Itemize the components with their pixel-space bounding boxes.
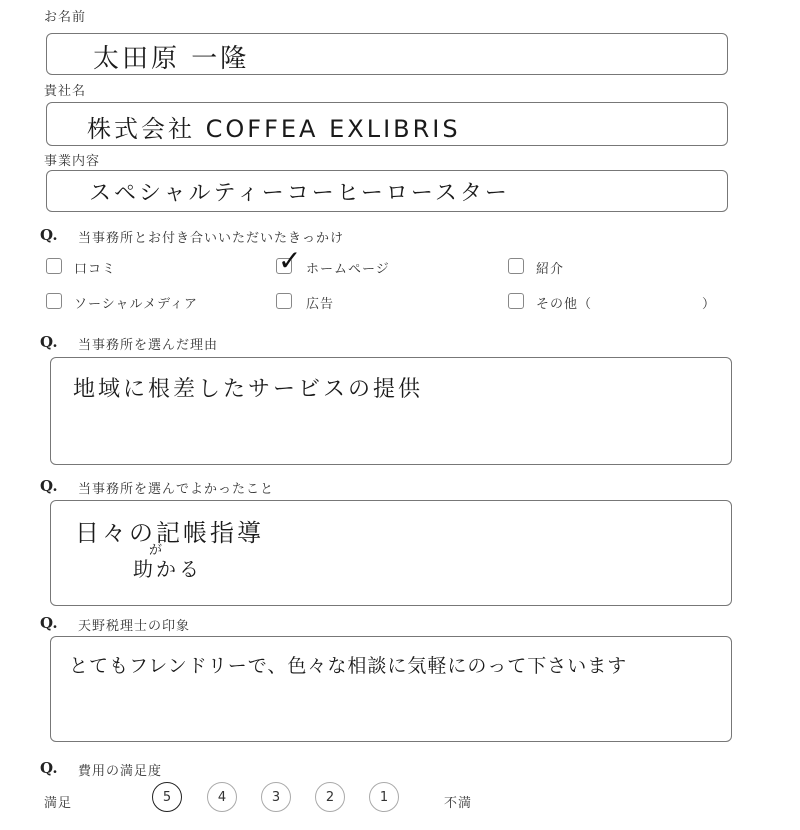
q1-checkbox-kuchikomi[interactable] — [46, 258, 62, 274]
q1-option-ad: 広告 — [306, 297, 335, 312]
company-field[interactable] — [46, 102, 728, 146]
q1-question: 当事務所とお付き合いいただいたきっかけ — [78, 231, 345, 246]
q1-option-homepage: ホームページ — [306, 262, 390, 277]
q1-option-shokai: 紹介 — [536, 262, 565, 277]
business-value: スペシャルティーコーヒーロースター — [89, 181, 510, 206]
rating-2-label: 2 — [325, 789, 335, 805]
q1-checkbox-other[interactable] — [508, 293, 524, 309]
q1-checkbox-shokai[interactable] — [508, 258, 524, 274]
q4-mark: Q. — [40, 614, 58, 632]
q5-left-label: 満足 — [44, 796, 73, 811]
q3-answer-line2: 助かる — [133, 557, 202, 581]
q5-question: 費用の満足度 — [78, 764, 163, 779]
checkmark-icon: ✓ — [278, 244, 302, 277]
q4-answer: とてもフレンドリーで、色々な相談に気軽にのって下さいます — [69, 655, 628, 677]
rating-5-label: 5 — [162, 789, 172, 805]
name-field[interactable] — [46, 33, 728, 75]
company-label: 貴社名 — [44, 84, 87, 99]
q2-mark: Q. — [40, 333, 58, 351]
q4-question: 天野税理士の印象 — [78, 619, 191, 634]
q5-mark: Q. — [40, 759, 58, 777]
q1-checkbox-ad[interactable] — [276, 293, 292, 309]
q4-answer-box[interactable] — [50, 636, 732, 742]
q3-answer-line1: 日々の記帳指導 — [75, 519, 264, 547]
name-value: 太田原 一隆 — [93, 44, 250, 74]
q2-answer-box[interactable] — [50, 357, 732, 465]
rating-5[interactable] — [152, 782, 182, 812]
q3-answer-inserted: が — [149, 543, 166, 558]
rating-3[interactable] — [261, 782, 291, 812]
name-label: お名前 — [44, 10, 87, 25]
q2-answer: 地域に根差したサービスの提供 — [73, 377, 424, 402]
q1-option-social: ソーシャルメディア — [74, 297, 199, 312]
company-value: 株式会社 COFFEA EXLIBRIS — [87, 115, 461, 143]
q2-question: 当事務所を選んだ理由 — [78, 338, 219, 353]
business-field[interactable] — [46, 170, 728, 212]
q1-option-kuchikomi: 口コミ — [74, 262, 117, 277]
rating-4[interactable] — [207, 782, 237, 812]
q1-mark: Q. — [40, 226, 58, 244]
q3-answer-box[interactable] — [50, 500, 732, 606]
rating-2[interactable] — [315, 782, 345, 812]
q1-other-close: ） — [702, 297, 717, 312]
rating-4-label: 4 — [217, 789, 227, 805]
rating-3-label: 3 — [271, 789, 281, 805]
q3-question: 当事務所を選んでよかったこと — [78, 482, 275, 497]
business-label: 事業内容 — [44, 154, 101, 169]
q1-option-other: その他（ — [536, 297, 593, 312]
q5-right-label: 不満 — [444, 796, 473, 811]
q1-checkbox-social[interactable] — [46, 293, 62, 309]
rating-1[interactable] — [369, 782, 399, 812]
rating-1-label: 1 — [379, 789, 389, 805]
q3-mark: Q. — [40, 477, 58, 495]
